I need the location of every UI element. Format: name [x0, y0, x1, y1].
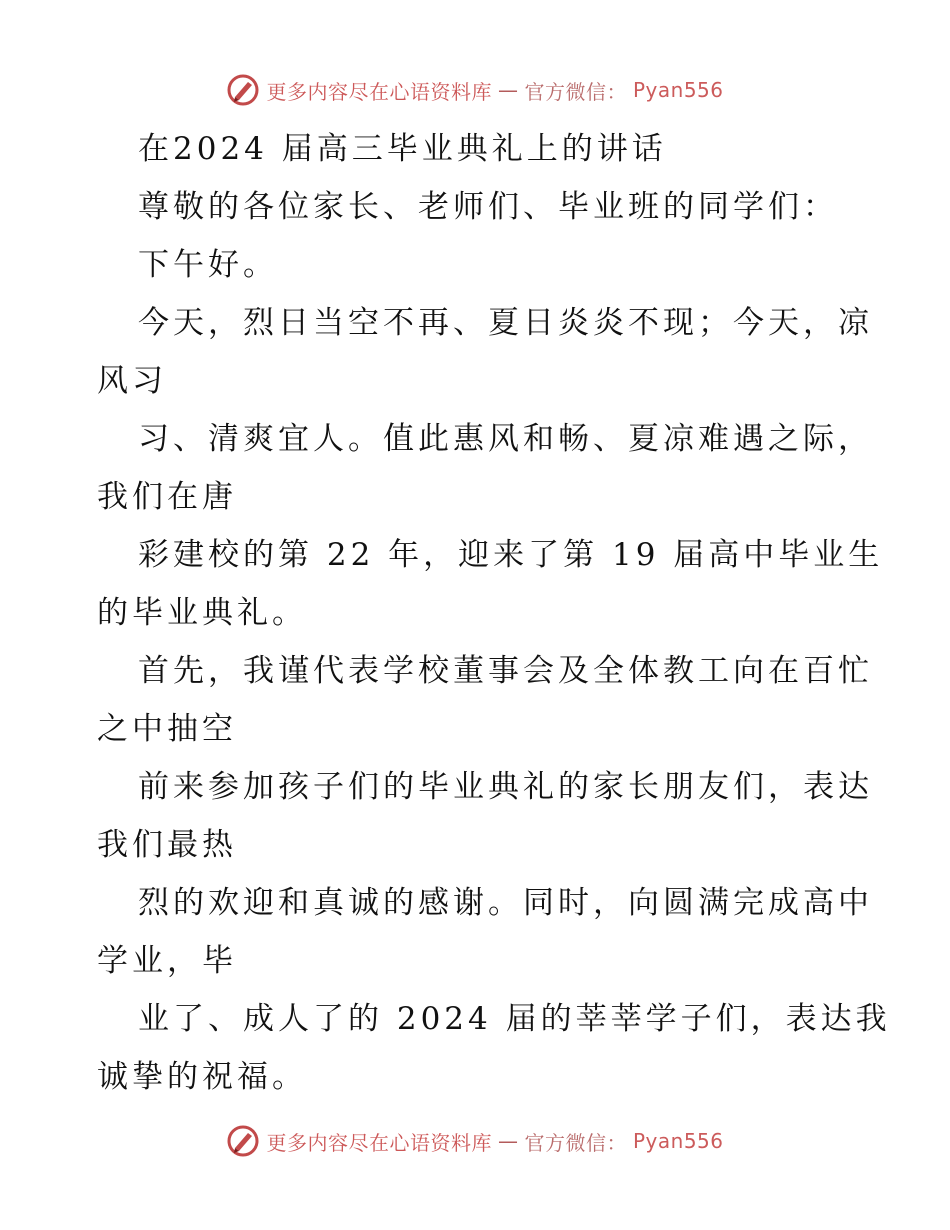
pen-logo-icon	[226, 1124, 260, 1158]
header-brand-text: 更多内容尽在心语资料库	[266, 79, 492, 104]
body-line: 之中抽空	[97, 711, 237, 747]
body-line: 彩建校的第 22 年，迎来了第 19 届高中毕业生	[138, 537, 884, 573]
document-body	[0, 120, 950, 1106]
footer-banner-content	[226, 1124, 723, 1158]
body-line: 我们最热	[97, 827, 237, 863]
body-line: 习、清爽宜人。值此惠风和畅、夏凉难遇之际，	[138, 421, 873, 457]
header-banner	[0, 70, 950, 110]
body-line: 诚挚的祝福。	[97, 1059, 307, 1095]
body-line: 今天，烈日当空不再、夏日炎炎不现；今天，凉	[138, 305, 873, 341]
body-line: 前来参加孩子们的毕业典礼的家长朋友们，表达	[138, 769, 873, 805]
body-line: 业了、成人了的 2024 届的莘莘学子们，表达我	[138, 1001, 891, 1037]
body-line: 首先，我谨代表学校董事会及全体教工向在百忙	[138, 653, 873, 689]
footer-separator: —	[497, 1129, 519, 1153]
salutation-line: 尊敬的各位家长、老师们、毕业班的同学们：	[138, 189, 838, 225]
header-wechat-id: Pyan556	[632, 78, 724, 102]
body-line: 我们在唐	[97, 479, 237, 515]
greeting-line: 下午好。	[138, 247, 278, 283]
body-line: 风习	[97, 363, 167, 399]
pen-logo-icon	[226, 73, 260, 107]
document-title: 在2024 届高三毕业典礼上的讲话	[138, 131, 667, 167]
footer-wechat-id: Pyan556	[632, 1129, 724, 1153]
body-line: 的毕业典礼。	[97, 595, 307, 631]
footer-wechat-label: 官方微信：	[524, 1130, 627, 1155]
footer-banner	[0, 1121, 950, 1161]
body-line: 学业，毕	[97, 943, 237, 979]
header-banner-content	[226, 73, 723, 107]
header-separator: —	[497, 78, 519, 102]
body-line: 烈的欢迎和真诚的感谢。同时，向圆满完成高中	[138, 885, 873, 921]
header-wechat-label: 官方微信：	[524, 79, 627, 104]
footer-brand-text: 更多内容尽在心语资料库	[266, 1130, 492, 1155]
